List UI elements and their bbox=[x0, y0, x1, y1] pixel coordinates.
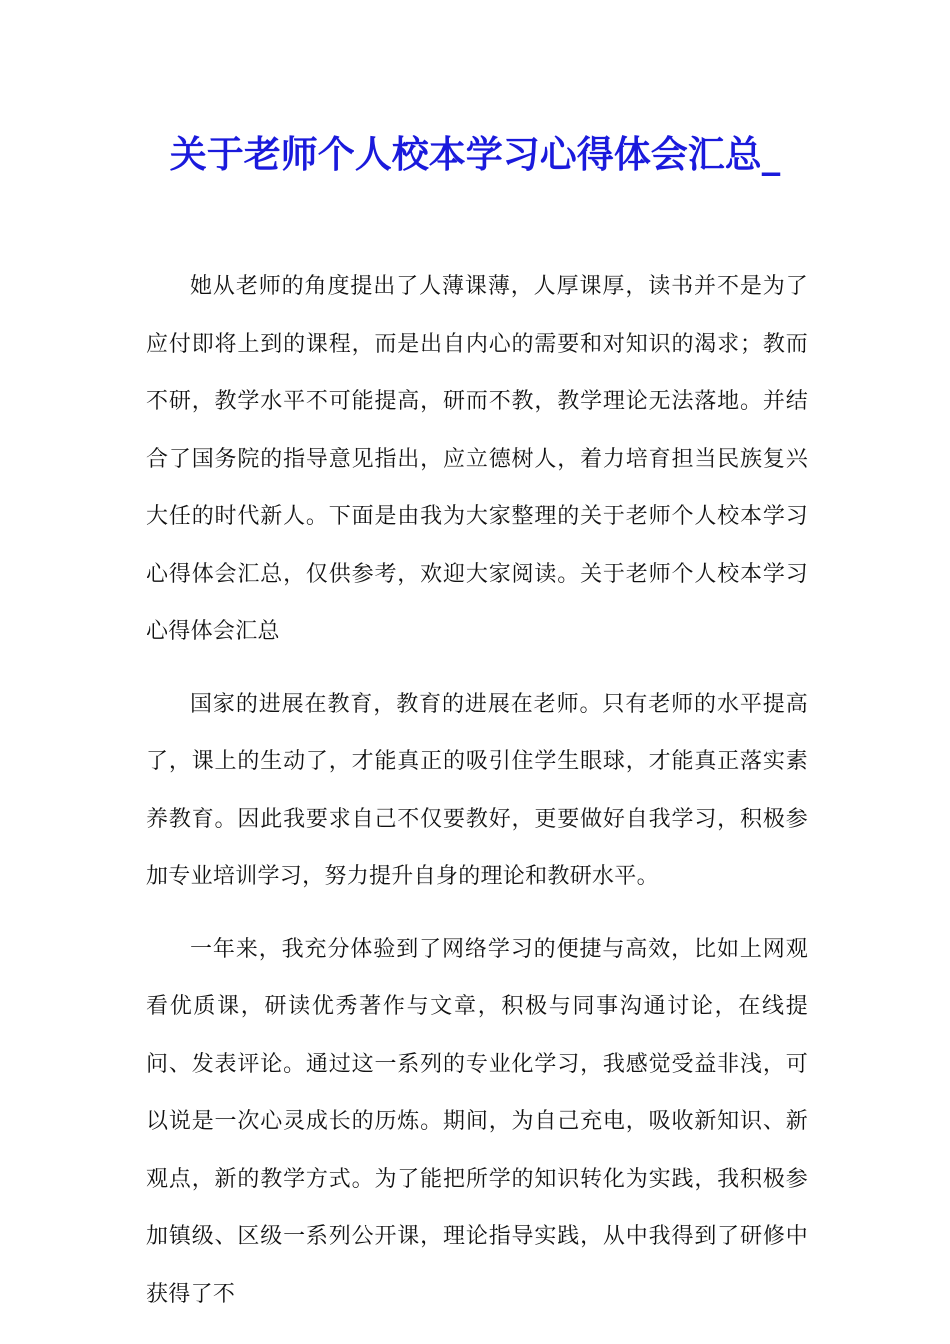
paragraph-education: 国家的进展在教育，教育的进展在老师。只有老师的水平提高了，课上的生动了，才能真正的吸引住学生眼球，才能真正落实素养教育。因此我要求自己不仅要教好，更要做好自我学习，积极参加专业培训学习，努力提升自身的理论和教研水平。 bbox=[146, 691, 808, 889]
document-body bbox=[146, 258, 808, 1338]
document-title: 关于老师个人校本学习心得体会汇总_ bbox=[169, 133, 781, 176]
paragraph-intro: 她从老师的角度提出了人薄课薄，人厚课厚，读书并不是为了应付即将上到的课程，而是出自内心的需要和对知识的渴求；教而不研，教学水平不可能提高，研而不教，教学理论无法落地。并结合了国务院的指导意见指出，应立德树人，着力培育担当民族复兴大任的时代新人。下面是由我为大家整理的关于老师个人校本学习心得体会汇总，仅供参考，欢迎大家阅读。关于老师个人校本学习心得体会汇总 bbox=[146, 274, 808, 644]
paragraph-online-learning: 一年来，我充分体验到了网络学习的便捷与高效，比如上网观看优质课，研读优秀著作与文章，积极与同事沟通讨论，在线提问、发表评论。通过这一系列的专业化学习，我感觉受益非浅，可以说是一次心灵成长的历炼。期间，为自己充电，吸收新知识、新观点，新的教学方式。为了能把所学的知识转化为实践，我积极参加镇级、区级一系列公开课，理论指导实践，从中我得到了研修中获得了不 bbox=[146, 936, 808, 1307]
